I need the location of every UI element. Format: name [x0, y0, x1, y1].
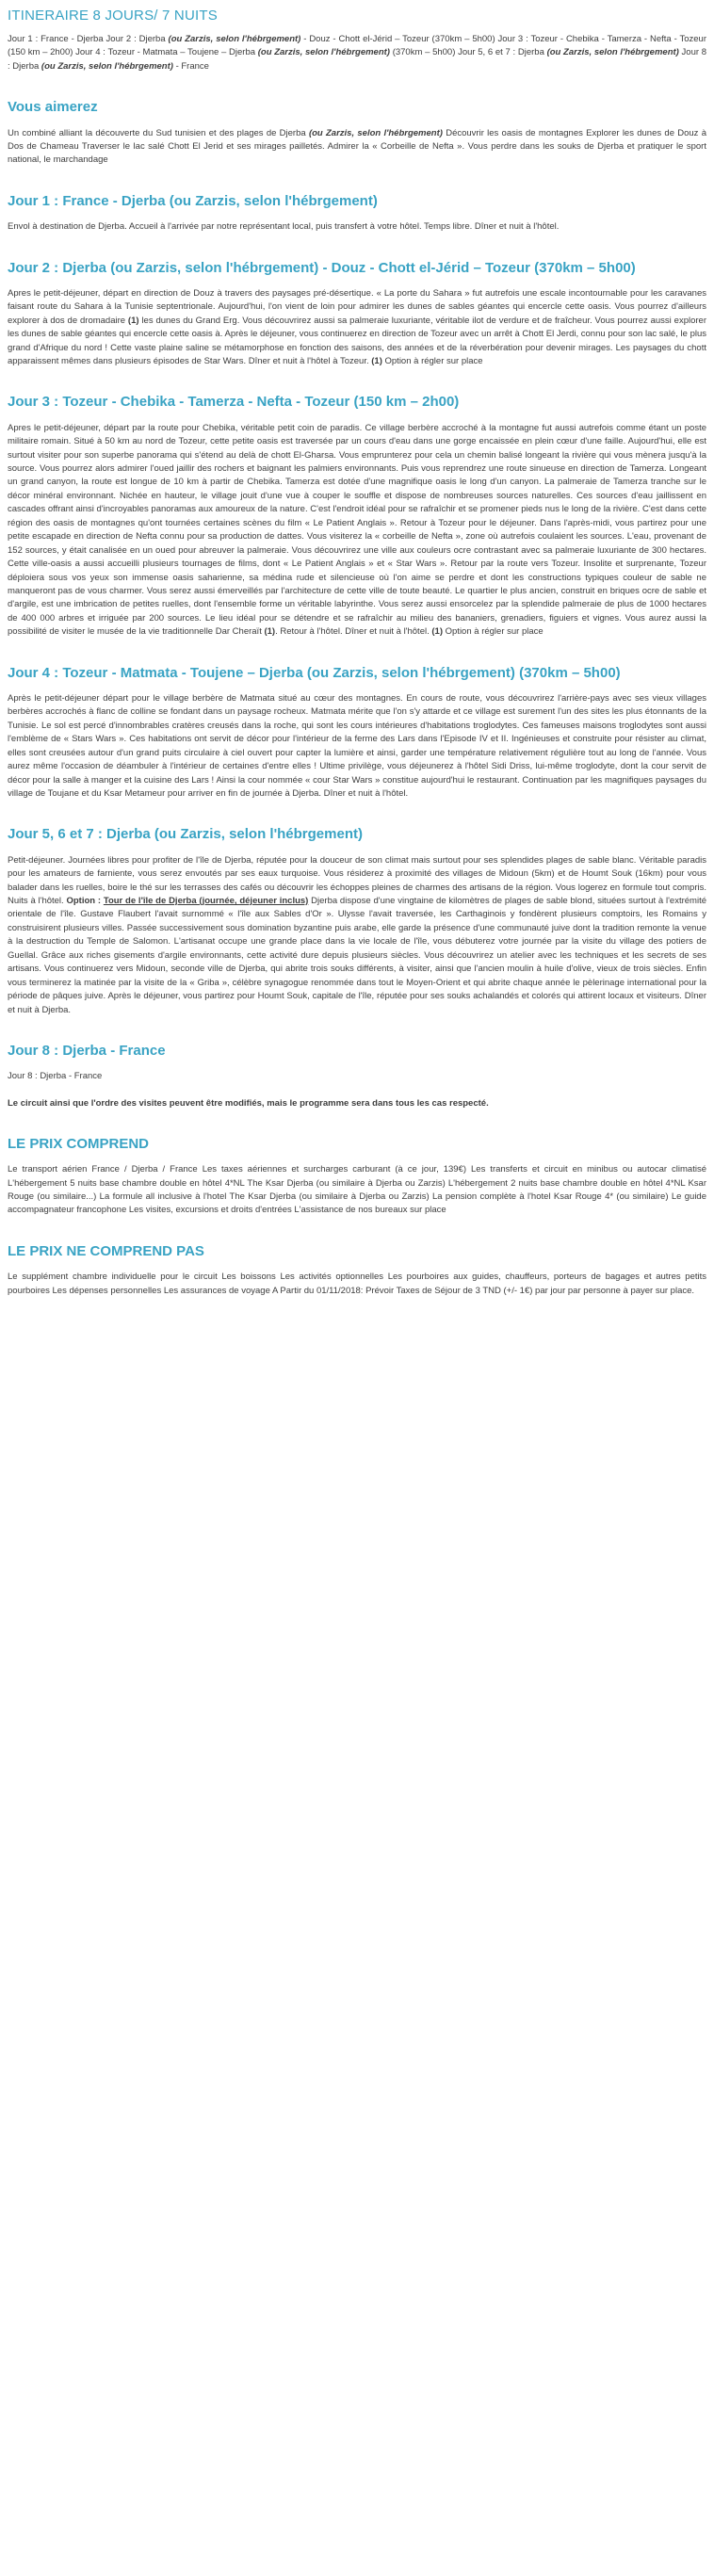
- section-heading-jour-2: Jour 2 : Djerba (ou Zarzis, selon l'hébrgement) - Douz - Chott el-Jérid – Tozeur (370km – 5h00): [8, 259, 636, 276]
- section-heading-jour-567: Jour 5, 6 et 7 : Djerba (ou Zarzis, selon l'hébrgement): [8, 826, 363, 843]
- section-heading-prix-comprend: LE PRIX COMPREND: [8, 1135, 150, 1152]
- section-heading-vous-aimerez: Vous aimerez: [8, 99, 98, 116]
- section-heading-jour-1: Jour 1 : France - Djerba (ou Zarzis, selon l'hébrgement): [8, 192, 378, 209]
- section-body-jour-3: Apres le petit-déjeuner, départ par la route pour Chebika, véritable petit coin de paradis. Ce village berbère accroché à la montagne fut aussi autrefois comme étant un poste militaire romain. Situé à 50 km au nord de Tozeur, cette petite oasis est traversée par un cours d'eau dans une gorge encaissée en plein cœur d'une faille. Aujourd'hui, elle est surtout visiter pour son superbe panorama qui s'étend au delà de chott El-Gharsa. Vous emprunterez pour cela un chemin balisé longeant la rivière qui vous mènera jusqu'à la source. Vous pourrez alors admirer l'oued jaillir des rochers et baignant les palmiers environnants. Puis vous reprendrez une route sinueuse en direction de Tamerza. Longeant un grand canyon, la route est longue de 10 km à partir de Chebika. Tamerza est dotée d'une magnifique oasis le long d'un canyon. La palmeraie de Tamerza tranche sur le décor minéral environnant. Nichée en hauteur, le village jouit d'une vue à couper le souffle et dispose de nombreuses sources naturelles. Ces sources d'eau jaillissent en cascades offrant ainsi d'incroyables panoramas aux amoureux de la nature. C'est l'endroit idéal pour se rafraîchir et se promener pieds nus le long de la rivière. C'est dans cette région des oasis de montagnes qu'ont tournées certaines scènes du film « Le Patient Anglais ». Retour à Tozeur pour le déjeuner. Dans l'après-midi, vous partirez pour une petite escapade en direction de Nefta connu pour sa production de dattes. Vous visiterez la « corbeille de Nefta », zone où autrefois coulaient les sources. L'eau, provenant de 152 sources, y était canalisée en un oued pour abreuver la palmeraie. Vous découvrirez une ville aux couleurs ocre contrastant avec sa palmeraie luxuriante de 300 hectares. Cette ville-oasis a aussi accueilli plusieurs tournages de films, dont « Le Patient Anglais » et « Star Wars ». Retour par la route vers Tozeur. Insolite et surprenante, Tozeur déploiera sous vos yeux son immense oasis saharienne, sa médina rude et silencieuse où l'on aime se perdre et dont les constructions typiques couleur de sable ne manqueront pas de vous charmer. Vous serez aussi émerveillés par l'architecture de cette ville de toute beauté. Le quartier le plus ancien, construit en briques ocre de sable et d'argile, est une imbrication de petites ruelles, dont l'ensemble forme un véritable labyrinthe. Vous serez aussi ensorcelez par la splendide palmeraie de plus de 1000 hectares de 400 000 arbres et irriguée par 200 sources. Le lieu idéal pour se détendre et se rafraîchir au milieu des bananiers, grenadiers, figuiers et vignes. Vous aurez aussi la possibilité de visiter le musée de la vie traditionnelle Dar Cheraït (1). Retour à l'hôtel. Dîner et nuit à l'hôtel. (1) Option à régler sur place: [8, 422, 706, 638]
- section-body-vous-aimerez: Un combiné alliant la découverte du Sud tunisien et des plages de Djerba (ou Zarzis, selon l'hébrgement) Découvrir les oasis de montagnes Explorer les dunes de Douz à Dos de Chameau Traverser le lac salé Chott El Jerid et ses mirages pailletés. Admirer la « Corbeille de Nefta ». Vous perdre dans les souks de Djerba et pratiquer le sport national, le marchandage: [8, 127, 706, 166]
- itinerary-summary: Jour 1 : France - Djerba Jour 2 : Djerba (ou Zarzis, selon l'hébrgement) - Douz - Chott el-Jérid – Tozeur (370km – 5h00) Jour 3 : Tozeur - Chebika - Tamerza - Nefta - Tozeur (150 km – 2h00) Jour 4 : Tozeur - Matmata – Toujene – Djerba (ou Zarzis, selon l'hébrgement) (370km – 5h00) Jour 5, 6 et 7 : Djerba (ou Zarzis, selon l'hébrgement) Jour 8 : Djerba (ou Zarzis, selon l'hébrgement) - France: [8, 34, 707, 72]
- itinerary-note: Le circuit ainsi que l'ordre des visites peuvent être modifiés, mais le programme sera dans tous les cas respecté.: [8, 1097, 489, 1109]
- section-body-jour-4: Après le petit-déjeuner départ pour le village berbère de Matmata situé au cœur des montagnes. En cours de route, vous découvrirez l'arrière-pays avec ses vieux villages berbères accrochés à flanc de colline se fondant dans un paysage rocheux. Matmata mérite que l'on s'y attarde et ce village est surement l'un des sites les plus étonnants de la Tunisie. Le sol est percé d'innombrables cratères creusés dans la roche, qui sont les cours intérieures d'habitations troglodytes. Ces fameuses maisons troglodytes sont aussi l'emblème de « Stars Wars ». Ces habitations ont servit de décor pour l'intérieur de la ferme des Lars dans l'Episode IV et II. Ingénieuses et construite pour résister au climat, elles sont creusées autour d'un grand puits circulaire à ciel ouvert pour capter la lumière et ainsi, garder une température relativement régulière tout au long de l'année. Vous aurez même l'occasion de déambuler à l'intérieur de certaines d'entre elles ! Ultime privilège, vous déjeunerez à l'hôtel Sidi Driss, lui-même troglodyte, dont la cour servit de décor pour la salle à manger et la cuisine des Lars ! Ainsi la cour nommée « cour Star Wars » constitue aujourd'hui le restaurant. Continuation par les magnifiques paysages du village de Toujane et du Ksar Metameur pour arriver en fin de journée à Djerba. Dîner et nuit à l'hôtel.: [8, 692, 706, 799]
- section-heading-prix-ne-comprend-pas: LE PRIX NE COMPREND PAS: [8, 1242, 204, 1259]
- section-heading-jour-8: Jour 8 : Djerba - France: [8, 1042, 166, 1059]
- section-heading-jour-4: Jour 4 : Tozeur - Matmata - Toujene – Djerba (ou Zarzis, selon l'hébrgement) (370km – 5h00): [8, 664, 621, 681]
- section-body-prix-ne-comprend-pas: Le supplément chambre individuelle pour le circuit Les boissons Les activités optionnelles Les pourboires aux guides, chauffeurs, porteurs de bagages et autres petits pourboires Les dépenses personnelles Les assurances de voyage A Partir du 01/11/2018: Prévoir Taxes de Séjour de 3 TND (+/- 1€) par jour par personne à payer sur place.: [8, 1272, 706, 1296]
- section-body-jour-2: Apres le petit-déjeuner, départ en direction de Douz à travers des paysages pré-désertique. « La porte du Sahara » fut autrefois une escale incontournable pour les caravanes faisant route du Sahara à la Tunisie septentrionale. Aujourd'hui, l'on vient de loin pour admirer les dunes de sables géantes qui encercle cette oasis. Vous pourrez d'ailleurs explorer à dos de dromadaire (1) les dunes du Grand Erg. Vous découvrirez aussi sa palmeraie luxuriante, véritable ilot de verdure et de fraîcheur. Vous pourrez aussi explorer les dunes de sable géantes qui encercle cette oasis à. Après le déjeuner, vous continuerez en direction de Tozeur avec un arrêt à Chott El Jerdi, connu pour son lac salé, le plus grand d'Afrique du nord ! Cette vaste plaine saline se métamorphose en fonction des saisons, des années et de la réverbération pour devenir mirages. Les paysages du chott apparaissent mêmes dans plusieurs épisodes de Star Wars. Dîner et nuit à l'hôtel à Tozeur. (1) Option à régler sur place: [8, 287, 706, 366]
- section-body-jour-8: Jour 8 : Djerba - France: [8, 1071, 103, 1082]
- section-body-prix-comprend: Le transport aérien France / Djerba / France Les taxes aériennes et surcharges carburant (à ce jour, 139€) Les transferts et circuit en minibus ou autocar climatisé L'hébergement 5 nuits base chambre double en hôtel 4*NL The Ksar Djerba (ou similaire à Djerba ou Zarzis) L'hébergement 2 nuits base chambre double en hôtel 4*NL Ksar Rouge (ou similaire...) La formule all inclusive à l'hotel The Ksar Djerba (ou similaire à Djerba ou Zarzis) La pension complète à l'hotel Ksar Rouge 4* (ou similaire) Le guide accompagnateur francophone Les visites, excursions et droits d'entrées L'assistance de nos bureaux sur place: [8, 1164, 706, 1216]
- section-body-jour-567: Petit-déjeuner. Journées libres pour profiter de l'île de Djerba, réputée pour la douceur de son climat mais surtout pour ses splendides plages de sable blanc. Véritable paradis pour les amateurs de farniente, vous serez envoutés par ses eaux turquoise. Vous résiderez à proximité des villages de Midoun (5km) et de Houmt Souk (16km) pour vous balader dans les ruelles, boire le thé sur les terrasses des cafés ou découvrir les échoppes pleines de charmes des artisans de la région. Vous logerez en formule tout compris. Nuits à l'hôtel. Option : Tour de l'île de Djerba (journée, déjeuner inclus) Djerba dispose d'une vingtaine de kilomètres de plages de sable blond, situées surtout à l'extrémité orientale de l'île. Gustave Flaubert l'avait surnommé « l'île aux Sables d'Or ». Ulysse l'avait traversée, les Carthaginois y fondèrent plusieurs comptoirs, les Romains y construisirent plusieurs villes. Passée successivement sous domination byzantine puis arabe, elle garde la présence d'une communauté juive dont la tradition remonte la venue à la destruction du Temple de Salomon. L'artisanat occupe une grande place dans la vie locale de l'île, vous débuterez votre journée par la visite du village des potiers de Guellal. Grâce aux riches gisements d'argile environnants, cette activité dure depuis plusieurs siècles. Vous découvrirez un atelier avec les techniques et les secrets de ses artisans. Vous continuerez vers Midoun, seconde ville de Djerba, qui abrite trois souks différents, à visiter, ainsi que l'ancien moulin à huile d'olive, vieux de trois siècles. Enfin vous terminerez la matinée par la visite de la « Griba », célèbre synagogue renommée dans tout le Moyen-Orient et qui abrite chaque année le pèlerinage international pour la période de pâques juive. Après le déjeuner, vous partirez pour Houmt Souk, capitale de l'île, réputée pour ses souks achalandés et colorés qui attirent locaux et visiteurs. Dîner et nuit à Djerba.: [8, 854, 707, 1015]
- page-title: ITINERAIRE 8 JOURS/ 7 NUITS: [8, 8, 218, 24]
- section-heading-jour-3: Jour 3 : Tozeur - Chebika - Tamerza - Nefta - Tozeur (150 km – 2h00): [8, 394, 460, 411]
- section-body-jour-1: Envol à destination de Djerba. Accueil à l'arrivée par notre représentant local, puis transfert à votre hôtel. Temps libre. Dîner et nuit à l'hôtel.: [8, 221, 560, 233]
